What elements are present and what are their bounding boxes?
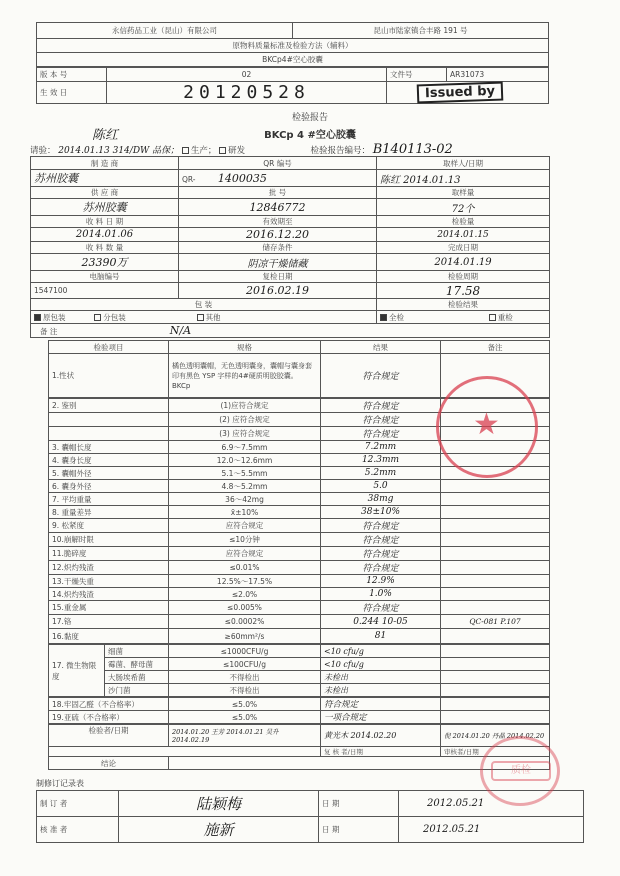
drafter-value: 陆颖梅 (119, 791, 319, 817)
table-row (49, 601, 550, 615)
row-remark (441, 601, 550, 615)
manufacturer-label: 制 造 商 (31, 157, 179, 170)
row-result: 7.2mm (321, 441, 441, 454)
row-spec: ≤5.0% (169, 698, 321, 711)
row-result: 81 (321, 629, 441, 644)
row-item: 3. 囊帽长度 (49, 441, 169, 454)
result-label: 检验结果 (377, 299, 550, 311)
manufacturer-value: 苏州胶囊 (31, 170, 179, 187)
row-remark (441, 575, 550, 588)
micro-row (49, 671, 550, 684)
report-no-value: B140113-02 (372, 142, 453, 157)
row-item: 10.崩解时限 (49, 533, 169, 547)
row-item: 17.铬 (49, 615, 169, 629)
row-item: 1.性状 (49, 354, 169, 398)
row-remark: QC-081 P.107 (441, 615, 550, 629)
report-title: 检验报告 (291, 113, 328, 123)
row-spec: 36～42mg (169, 493, 321, 506)
micro-sub: 沙门菌 (105, 684, 169, 697)
row-spec: 12.5%～17.5% (169, 575, 321, 588)
row-spec: (1)应符合规定 (169, 399, 321, 413)
expiry-label: 有效期至 (179, 216, 377, 228)
test-qty-value: 2014.01.15 (377, 228, 550, 242)
supplier-label: 供 应 商 (31, 187, 179, 199)
micro-spec: 不得检出 (169, 671, 321, 684)
row-result: 一项合规定 (321, 711, 441, 724)
table-row (49, 698, 550, 711)
row-spec: 5.1～5.5mm (169, 467, 321, 480)
row-item: 19.亚硫（不合格率） (49, 711, 169, 724)
opt3-label: 其他 (205, 312, 221, 322)
opt5-label: 重检 (497, 312, 513, 322)
row-spec: 6.9～7.5mm (169, 441, 321, 454)
micro-row (49, 645, 550, 658)
qr-label: QR 编号 (179, 157, 377, 170)
opt1-label: 原包装 (43, 312, 66, 322)
row-result: 38±10% (321, 506, 441, 519)
row-spec: ≤0.005% (169, 601, 321, 615)
row-result: 1.0% (321, 588, 441, 601)
storage-label: 储存条件 (179, 242, 377, 254)
opt1-checkbox (34, 314, 41, 321)
micro-result: <10 cfu/g (321, 658, 441, 671)
row-result: 5.2mm (321, 467, 441, 480)
lot-value: 12846772 (179, 199, 377, 216)
storage-value: 阴凉干燥储藏 (179, 254, 377, 271)
row-spec: 4.8～5.2mm (169, 480, 321, 493)
row-result: 0.244 10-05 (321, 615, 441, 629)
row-result: 符合规定 (321, 399, 441, 413)
table-row (49, 493, 550, 506)
table-row (49, 711, 550, 724)
micro-spec: ≤100CFU/g (169, 658, 321, 671)
table-row (49, 561, 550, 575)
row-item: 2. 鉴别 (49, 399, 169, 413)
prod-label: 生产； (190, 146, 217, 156)
row-spec: 橘色透明囊帽，无色透明囊身，囊帽与囊身套印有黑色 YSP 字样的4#硬质明胶胶囊。 BKCp (169, 354, 321, 398)
micro-sub: 霉菌、酵母菌 (105, 658, 169, 671)
col-spec: 规格 (169, 341, 321, 354)
drafter-label: 制 订 者 (37, 791, 119, 817)
row-item: 14.炽灼残渣 (49, 588, 169, 601)
row-remark (441, 588, 550, 601)
row-result: 符合规定 (321, 427, 441, 441)
table-row (49, 480, 550, 493)
micro-result: 未检出 (321, 671, 441, 684)
sampler-label: 取样人/日期 (377, 157, 550, 170)
row-item: 13.干燥失重 (49, 575, 169, 588)
table-row (49, 588, 550, 601)
qr-value: 1400035 (217, 171, 267, 185)
tester-label: 检验者/日期 (49, 725, 169, 747)
row-remark (441, 519, 550, 533)
row-spec: ≤0.0002% (169, 615, 321, 629)
finish-date-value: 2014.01.19 (377, 254, 550, 271)
row-result: 符合规定 (321, 354, 441, 398)
doc-title: 原物料质量标准及检验方法（辅料） (37, 39, 549, 53)
effective-value: 20120528 (107, 82, 387, 104)
micro-row (49, 658, 550, 671)
company-stamp-star: ★ (473, 407, 500, 442)
row-result: 符合规定 (321, 561, 441, 575)
revision-title: 制修订记录表 (36, 779, 84, 788)
approver2-value: 施新 (119, 817, 319, 843)
micro-sub: 细菌 (105, 645, 169, 658)
company-address: 昆山市陆家镇合丰路 191 号 (293, 23, 549, 39)
row-item: 7. 平均重量 (49, 493, 169, 506)
row-result: 符合规定 (321, 601, 441, 615)
erp-value: 1547100 (31, 283, 179, 299)
opt2-label: 分包装 (103, 312, 126, 322)
table-row (49, 547, 550, 561)
table-row (49, 519, 550, 533)
row-spec: 应符合规定 (169, 519, 321, 533)
requester-line (30, 142, 590, 157)
row-result: 符合规定 (321, 413, 441, 427)
approver2-label: 核 准 者 (37, 817, 119, 843)
sampler-value: 陈红 2014.01.13 (377, 170, 550, 187)
row-item: 15.重金属 (49, 601, 169, 615)
sample-qty-value: 72个 (377, 199, 550, 216)
opt4-label: 全检 (389, 312, 404, 322)
micro-row (49, 684, 550, 697)
micro-remark (441, 671, 550, 684)
qr-prefix: QR- (182, 174, 196, 184)
requester-label: 请验： (30, 146, 56, 156)
row-remark (441, 629, 550, 644)
row-spec: ≤5.0% (169, 711, 321, 724)
receive-qty-value: 23390万 (31, 254, 179, 271)
date-label-2: 日 期 (319, 817, 399, 843)
version-label: 版 本 号 (37, 68, 107, 82)
row-spec: ≤0.01% (169, 561, 321, 575)
row-remark (441, 561, 550, 575)
row-result: 38mg (321, 493, 441, 506)
row-spec: x̄±10% (169, 506, 321, 519)
row-item (49, 427, 169, 441)
col-remark: 备注 (441, 341, 550, 354)
lot-label: 批 号 (179, 187, 377, 199)
row-result: 符合规定 (321, 533, 441, 547)
row-remark (441, 711, 550, 724)
packaging-label: 包 装 (31, 299, 377, 311)
approver-label: 审核者/日期 (441, 747, 550, 757)
micro-sub: 大肠埃希菌 (105, 671, 169, 684)
table-row (49, 575, 550, 588)
row-item: 9. 松紧度 (49, 519, 169, 533)
qc-stamp (480, 736, 560, 806)
row-item: 6. 囊身外径 (49, 480, 169, 493)
row-item: 12.炽灼残渣 (49, 561, 169, 575)
receive-date-value: 2014.01.06 (31, 228, 179, 242)
micro-remark (441, 645, 550, 658)
row-result: 5.0 (321, 480, 441, 493)
row-spec: (2) 应符合规定 (169, 413, 321, 427)
row-spec: 12.0～12.6mm (169, 454, 321, 467)
receive-date-label: 收 料 日 期 (31, 216, 179, 228)
micro-result: 未检出 (321, 684, 441, 697)
row-item: 5. 囊帽外径 (49, 467, 169, 480)
report-no-label: 检验报告编号： (310, 146, 371, 156)
row-remark (441, 547, 550, 561)
col-item: 检验项目 (49, 341, 169, 354)
test-qty-label: 检验量 (377, 216, 550, 228)
row-remark (441, 533, 550, 547)
row-result: 符合规定 (321, 547, 441, 561)
row-result: 12.9% (321, 575, 441, 588)
opt5-checkbox (489, 314, 496, 321)
version-value: 02 (107, 68, 387, 82)
expiry-value: 2016.12.20 (179, 228, 377, 242)
date-value-1: 2012.05.21 (399, 791, 584, 817)
micro-item: 17. 微生物限度 (49, 645, 105, 697)
date-label-1: 日 期 (319, 791, 399, 817)
table-row (49, 615, 550, 629)
qc-stamp-inner: 质检 (491, 761, 551, 781)
row-remark (441, 493, 550, 506)
company-name: 永信药品工业（昆山）有限公司 (37, 23, 293, 39)
row-item: 11.脆碎度 (49, 547, 169, 561)
rd-checkbox (219, 147, 226, 154)
requester-sign: 陈红 (92, 128, 119, 143)
retest-label: 复检日期 (179, 271, 377, 283)
doc-no-value: AR31073 (447, 68, 549, 82)
micro-spec: 不得检出 (169, 684, 321, 697)
row-remark (441, 480, 550, 493)
info-grid (30, 156, 550, 299)
row-remark (441, 506, 550, 519)
micro-remark (441, 684, 550, 697)
reviewer-value: 黄光木 2014.02.20 (321, 725, 441, 747)
period-label: 检验周期 (377, 271, 550, 283)
company-stamp (436, 376, 538, 478)
requester-value: 2014.01.13 314/DW 品保； (58, 146, 180, 156)
row-item: 18.牢固乙醛（不合格率） (49, 698, 169, 711)
finish-date-label: 完成日期 (377, 242, 550, 254)
row-spec: ≥60mm²/s (169, 629, 321, 644)
col-result: 结果 (321, 341, 441, 354)
date-value-2: 2012.05.21 (399, 817, 584, 843)
micro-spec: ≤1000CFU/g (169, 645, 321, 658)
row-remark (441, 698, 550, 711)
row-spec: 应符合规定 (169, 547, 321, 561)
rd-label: 研发 (228, 146, 246, 156)
row-result: 12.3mm (321, 454, 441, 467)
row-spec: ≤2.0% (169, 588, 321, 601)
row-item: 16.黏度 (49, 629, 169, 644)
supplier-value: 苏州胶囊 (31, 199, 179, 216)
opt4-checkbox (380, 314, 387, 321)
doc-header (36, 22, 549, 104)
doc-no-label: 文件号 (387, 68, 447, 82)
micro-result: <10 cfu/g (321, 645, 441, 658)
approver-value: 倪 2014.01.20 丹晶 2014.02.20 (441, 725, 550, 747)
row-spec: (3) 应符合规定 (169, 427, 321, 441)
remark-value: N/A (169, 324, 192, 337)
opt3-checkbox (197, 314, 204, 321)
conclusion-label: 结论 (49, 757, 169, 770)
receive-qty-label: 收 料 数 量 (31, 242, 179, 254)
period-value: 17.58 (377, 283, 550, 299)
material-name: BKCp4#空心胶囊 (37, 53, 549, 67)
report-subtitle: BKCp 4 #空心胶囊 (264, 130, 356, 141)
erp-label: 电脑编号 (31, 271, 179, 283)
reviewer-label: 复 核 者/日期 (321, 747, 441, 757)
remark-label: 备 注 (40, 327, 58, 336)
prod-checkbox (182, 147, 189, 154)
table-row (49, 629, 550, 644)
micro-remark (441, 658, 550, 671)
opt2-checkbox (94, 314, 101, 321)
row-spec: ≤10分钟 (169, 533, 321, 547)
row-item (49, 413, 169, 427)
row-item: 8. 重量差异 (49, 506, 169, 519)
retest-value: 2016.02.19 (179, 283, 377, 299)
table-row (49, 533, 550, 547)
table-row (49, 506, 550, 519)
issued-stamp: Issued by (417, 82, 504, 104)
row-result: 符合规定 (321, 519, 441, 533)
row-result: 符合规定 (321, 698, 441, 711)
effective-label: 生 效 日 (37, 82, 107, 104)
packaging-block (30, 298, 550, 338)
row-item: 4. 囊身长度 (49, 454, 169, 467)
sample-qty-label: 取样量 (377, 187, 550, 199)
tester-values: 2014.01.20 王芳 2014.01.21 吴升 2014.02.19 (169, 725, 321, 747)
